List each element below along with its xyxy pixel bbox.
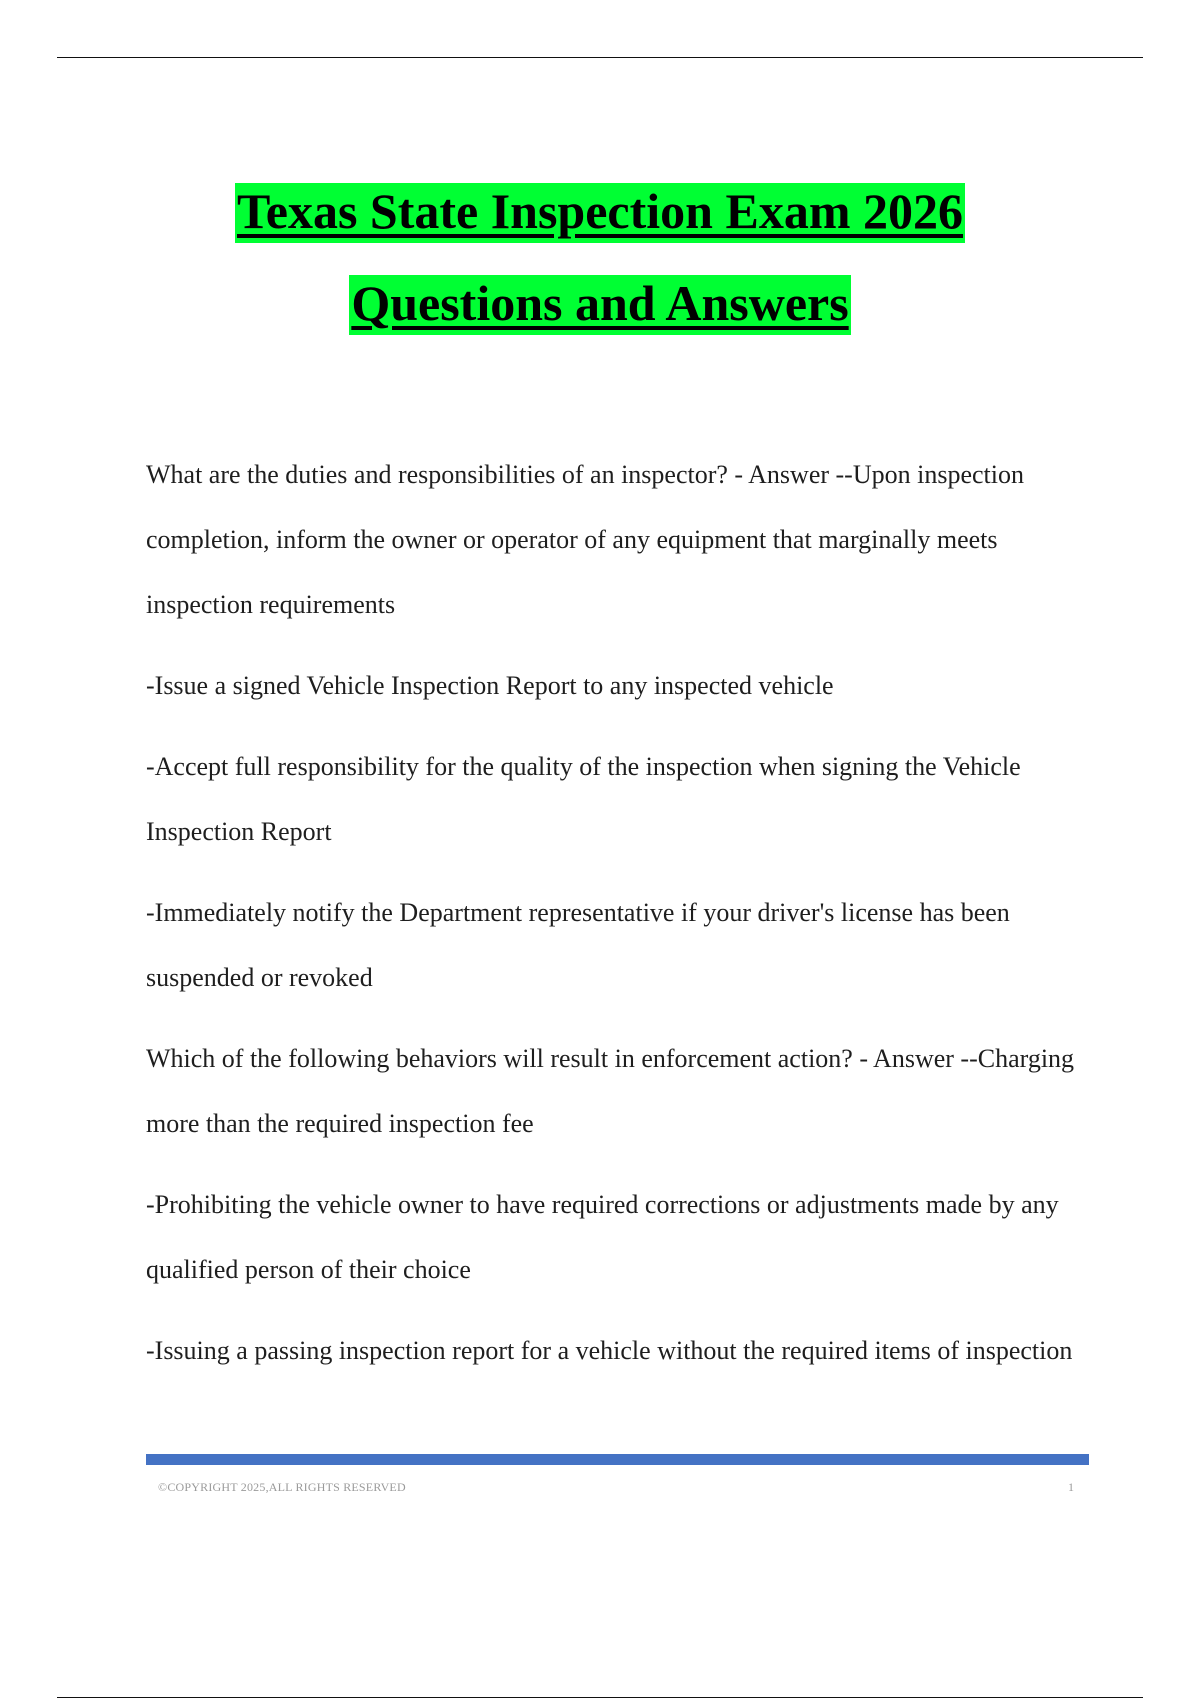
paragraph-answer-item: -Issue a signed Vehicle Inspection Report to any inspected vehicle: [146, 671, 834, 700]
paragraph-question-2: Which of the following behaviors will result in enforcement action? - Answer --Charging more than the required inspection fee: [146, 1044, 1075, 1138]
paragraph-question-1: What are the duties and responsibilities of an inspector? - Answer --Upon inspection completion, inform the owner or operator of any equipment that marginally meets inspection requirements: [146, 460, 1024, 619]
paragraph-answer-item: -Issuing a passing inspection report for a vehicle without the required items of inspection: [146, 1336, 1073, 1365]
document-title: [0, 178, 1200, 362]
top-rule: [57, 57, 1143, 58]
paragraph-answer-item: -Accept full responsibility for the quality of the inspection when signing the Vehicle Inspection Report: [146, 752, 1021, 846]
title-text-1: Texas State Inspection Exam 2026: [235, 183, 965, 243]
title-text-2: Questions and Answers: [349, 275, 850, 335]
page-number: 1: [1068, 1480, 1074, 1494]
document-body: [146, 442, 1096, 1399]
footer-bar: [146, 1454, 1089, 1465]
footer-copyright: ©COPYRIGHT 2025,ALL RIGHTS RESERVED: [158, 1480, 406, 1494]
title-line-2: [0, 270, 1200, 362]
bottom-rule: [57, 1697, 1143, 1698]
paragraph-answer-item: -Prohibiting the vehicle owner to have required corrections or adjustments made by any qualified person of their choice: [146, 1190, 1059, 1284]
title-line-1: [0, 178, 1200, 270]
paragraph-answer-item: -Immediately notify the Department representative if your driver's license has been suspended or revoked: [146, 898, 1010, 992]
